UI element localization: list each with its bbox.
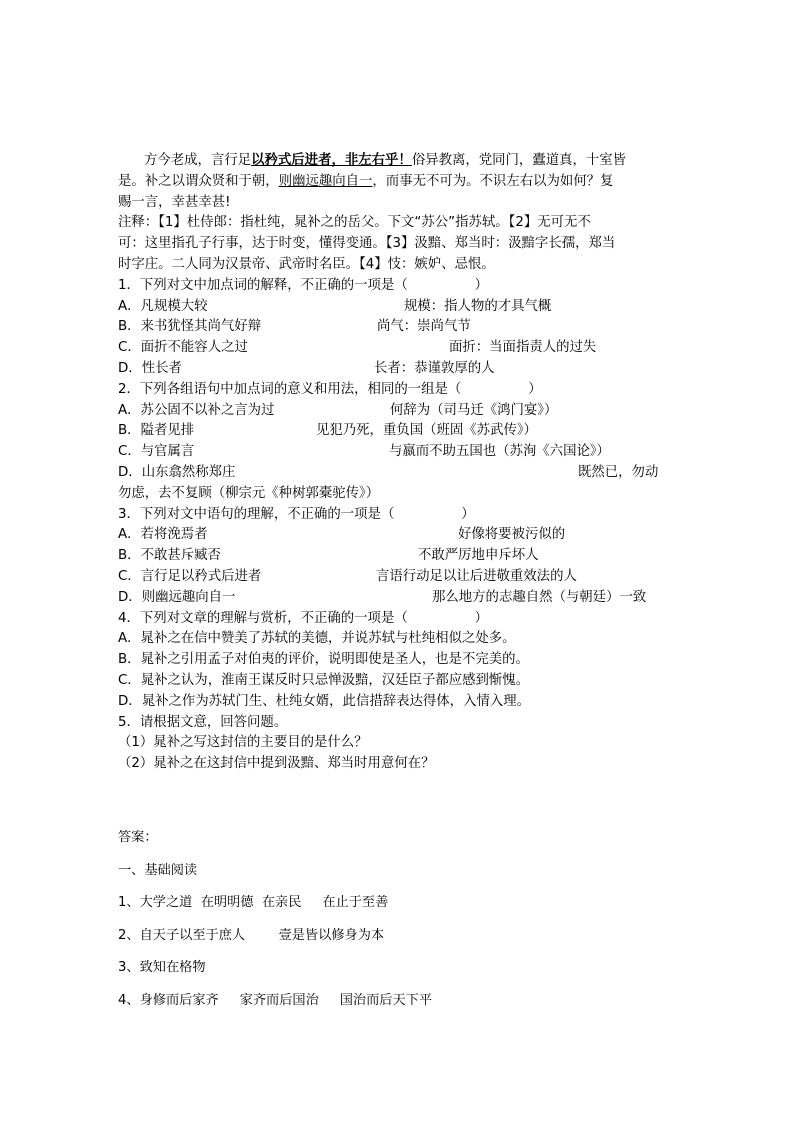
q1-option-c bbox=[118, 338, 678, 359]
answer-3: 3、致知在格物 bbox=[118, 960, 206, 976]
question-4: 4．下列对文章的理解与赏析，不正确的一项是（ ） bbox=[118, 610, 489, 626]
option-text: B．隘者见排 bbox=[118, 423, 195, 439]
answer-4: 4、身修而后家齐 家齐而后国治 国治而后天下平 bbox=[118, 992, 433, 1008]
q3-option-a bbox=[118, 525, 678, 546]
q2-option-d-continued: 勿虑，去不复顾（柳宗元《种树郭橐驼传》） bbox=[118, 485, 380, 501]
underlined-phrase: 则幽远趣向自一 bbox=[278, 173, 373, 189]
answer-1: 1、大学之道 在明明德 在亲民 在止于至善 bbox=[118, 895, 389, 911]
option-text: A．若将浼焉者 bbox=[118, 527, 208, 543]
notes-line-1: 注释：【1】杜侍郎：指杜纯，晁补之的岳父。下文“苏公”指苏轼。【2】无可无不 bbox=[118, 215, 591, 231]
passage-text: 方今老成，言行足 bbox=[144, 153, 252, 168]
q3-option-d bbox=[118, 588, 678, 609]
q1-option-b bbox=[118, 317, 678, 338]
option-text: C．面折不能容人之过 bbox=[118, 340, 248, 356]
answers-section-title: 一、基础阅读 bbox=[118, 862, 198, 878]
q2-option-c bbox=[118, 442, 678, 463]
option-gloss: 好像将要被污似的 bbox=[458, 527, 566, 543]
q3-option-b bbox=[118, 546, 678, 567]
option-gloss: 见犯乃死，重负国（班固《苏武传》） bbox=[316, 423, 537, 439]
option-gloss: 言语行动足以让后进敬重效法的人 bbox=[376, 568, 577, 584]
option-gloss: 那么地方的志趣自然（与朝廷）一致 bbox=[432, 589, 647, 605]
question-5: 5．请根据文意，回答问题。 bbox=[118, 714, 288, 730]
passage-line-3: 赐一言，幸甚幸甚! bbox=[118, 194, 231, 210]
q4-option-b: B．晁补之引用孟子对伯夷的评价，说明即使是圣人，也是不完美的。 bbox=[118, 652, 529, 668]
option-gloss: 面折：当面指责人的过失 bbox=[449, 340, 597, 356]
q3-option-c bbox=[118, 567, 678, 588]
notes-line-2: 可：这里指孔子行事，达于时变，懂得变通。【3】汲黯、郑当时：汲黯字长孺，郑当 bbox=[118, 236, 616, 252]
answers-heading: 答案： bbox=[118, 830, 158, 845]
option-text: D．则幽远趣向自一 bbox=[118, 589, 236, 605]
q4-option-a: A．晁补之在信中赞美了苏轼的美德，并说苏轼与杜纯相似之处多。 bbox=[118, 631, 516, 647]
q2-option-a bbox=[118, 401, 678, 422]
option-gloss: 长者：恭谨敦厚的人 bbox=[374, 360, 495, 376]
option-text: D．性长者 bbox=[118, 360, 182, 376]
q1-option-a bbox=[118, 297, 678, 318]
q2-option-b bbox=[118, 421, 678, 442]
option-text: B．来书犹怪其尚气好辩 bbox=[118, 319, 262, 335]
question-3: 3．下列对文中语句的理解，不正确的一项是（ ） bbox=[118, 506, 475, 522]
passage-line-2 bbox=[118, 172, 678, 193]
notes-line-3: 时字庄。二人同为汉景帝、武帝时名臣。【4】忮：嫉妒、忌恨。 bbox=[118, 256, 495, 272]
option-gloss: 尚气：崇尚气节 bbox=[377, 319, 471, 335]
passage-text: ，而事无不可为。不识左右以为如何？复 bbox=[372, 173, 614, 189]
answer-2: 2、自天子以至于庶人 壹是皆以修身为本 bbox=[118, 927, 385, 943]
option-gloss: 不敢严厉地申斥坏人 bbox=[418, 548, 539, 564]
q4-option-c: C．晁补之认为，淮南王谋反时只忌惮汲黯，汉廷臣子都应感到惭愧。 bbox=[118, 672, 530, 688]
option-gloss: 何辞为（司马迁《鸿门宴》） bbox=[390, 402, 558, 418]
option-text: C．言行足以矜式后进者 bbox=[118, 568, 262, 584]
option-gloss: 规模：指人物的才具气概 bbox=[404, 298, 552, 314]
option-text: C．与官属言 bbox=[118, 444, 195, 460]
passage-line-1 bbox=[118, 151, 678, 172]
passage-text: 是。补之以谓众贤和于朝， bbox=[118, 173, 279, 189]
q2-option-d bbox=[118, 463, 678, 484]
option-text: A．凡规模大较 bbox=[118, 298, 208, 314]
q5-subquestion-1: （1）晁补之写这封信的主要目的是什么？ bbox=[118, 735, 368, 751]
question-1: 1．下列对文中加点词的解释，不正确的一项是（ ） bbox=[118, 277, 489, 293]
option-text: B．不敢甚斥臧否 bbox=[118, 548, 221, 564]
q1-option-d bbox=[118, 359, 678, 380]
option-gloss: 与嬴而不助五国也（苏洵《六国论》） bbox=[389, 444, 610, 460]
question-content bbox=[118, 151, 678, 775]
option-gloss: 既然已，勿动 bbox=[578, 464, 659, 480]
underlined-phrase: 以矜式后进者，非左右乎！ bbox=[251, 153, 412, 168]
q5-subquestion-2: （2）晁补之在这封信中提到汲黯、郑当时用意何在？ bbox=[118, 756, 435, 772]
question-2: 2．下列各组语句中加点词的意义和用法，相同的一组是（ ） bbox=[118, 381, 542, 397]
q4-option-d: D．晁补之作为苏轼门生、杜纯女婿，此信措辞表达得体，入情入理。 bbox=[118, 693, 531, 709]
answers-section bbox=[118, 828, 678, 1024]
option-text: D．山东翕然称郑庄 bbox=[118, 464, 236, 480]
option-text: A．苏公固不以补之言为过 bbox=[118, 402, 275, 418]
passage-text: 俗异教离，党同门，蠹道真，十室皆 bbox=[411, 153, 627, 168]
